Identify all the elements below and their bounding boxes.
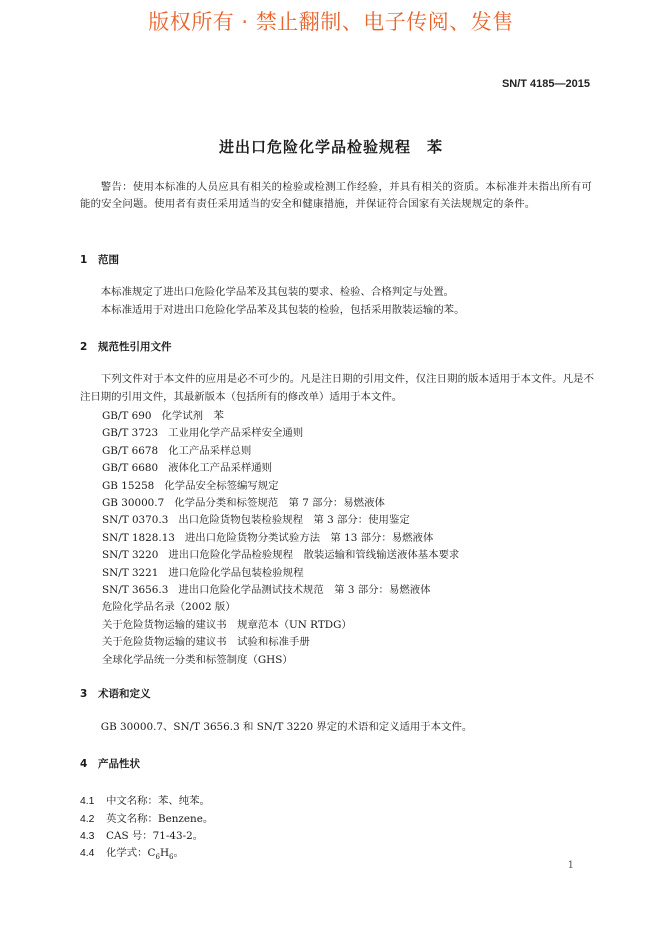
reference-item [102,511,410,526]
reference-code: GB 30000.7 [102,497,165,509]
section-2-heading [80,339,172,354]
reference-title: 进出口危险化学品检验规程 散装运输和管线输送液体基本要求 [168,549,460,562]
reference-item [102,459,272,474]
scope-paragraph-1: 本标准规定了进出口危险化学品苯及其包装的要求、检验、合格判定与处置。 [100,286,455,298]
property-item [80,844,184,861]
reference-code: SN/T 0370.3 [102,514,169,527]
reference-code: GB/T 6678 [102,444,159,457]
property-number: 4.3 [80,831,95,842]
reference-code: SN/T 3221 [102,566,159,579]
subscript: 6 [169,853,174,862]
reference-code: GB/T 690 [102,410,152,422]
section-title: 范围 [98,254,119,266]
reference-title: 化学试剂 苯 [161,410,224,422]
property-text: 。 [173,847,184,859]
reference-item [102,407,224,422]
reference-item [102,546,459,561]
reference-item [102,564,303,579]
document-title: 进出口危险化学品检验规程 苯 [218,138,443,156]
standard-number: SN/T 4185—2015 [501,78,590,90]
section-4-heading [80,756,140,771]
property-number: 4.2 [80,814,95,825]
reference-code: GB 15258 [102,479,155,492]
scope-paragraph-2: 本标准适用于对进出口危险化学品苯及其包装的检验，包括采用散装运输的苯。 [100,304,465,316]
property-text: 英文名称：Benzene。 [106,813,214,825]
section-number: 2 [80,341,88,353]
property-item [80,792,210,807]
section-title: 产品性状 [98,758,140,770]
reference-title: 液体化工产品采样通则 [168,462,273,475]
section-number: 3 [80,688,88,700]
reference-title: 工业用化学产品采样安全通则 [168,427,304,440]
reference-item [102,424,303,439]
reference-code: GB/T 6680 [102,462,159,475]
reference-title: 化学品分类和标签规范 第 7 部分：易燃液体 [174,497,385,509]
warning-paragraph: 警告：使用本标准的人员应具有相关的检验或检测工作经验，并具有相关的资质。本标准并未指出所有可能的安全问题。使用者有责任采用适当的安全和健康措施，并保证符合国家有关法规规定的条件。 [80,181,592,210]
property-text: 化学式：C [106,847,156,859]
reference-title: 进口危险化学品包装检验规程 [168,566,304,579]
reference-item [102,598,236,613]
property-item [80,810,213,825]
property-text: H [159,847,170,859]
reference-item [102,633,310,648]
reference-item [102,651,293,666]
reference-title: 进出口危险化学品测试技术规范 第 3 部分：易燃液体 [178,584,431,596]
normative-intro: 下列文件对于本文件的应用是必不可少的。凡是注日期的引用文件，仅注日期的版本适用于本文件。凡是不注日期的引用文件，其最新版本（包括所有的修改单）适用于本文件。 [80,373,594,403]
reference-code: SN/T 3220 [102,549,159,562]
property-text: 中文名称：苯、纯苯。 [106,795,210,807]
reference-title: 全球化学品统一分类和标签制度（GHS） [102,653,293,666]
property-item [80,827,203,842]
reference-title: 关于危险货物运输的建议书 试验和标准手册 [102,636,310,649]
reference-code: GB/T 3723 [102,427,159,440]
reference-item [102,581,431,596]
section-number: 4 [80,758,88,770]
section-number: 1 [80,254,88,266]
property-number: 4.4 [80,848,95,859]
reference-item [102,529,433,544]
reference-item [102,477,279,492]
section-3-heading [80,686,151,701]
reference-item [102,442,251,457]
property-text: CAS 号：71-43-2。 [106,830,204,842]
reference-item [102,616,352,631]
reference-code: SN/T 3656.3 [102,584,169,596]
reference-title: 化学品安全标签编写规定 [164,479,279,492]
property-number: 4.1 [80,796,95,807]
reference-item [102,494,385,509]
page-number: 1 [567,860,574,871]
reference-title: 危险化学品名录（2002 版） [102,601,236,614]
terms-paragraph: GB 30000.7、SN/T 3656.3 和 SN/T 3220 界定的术语和定义适用于本文件。 [100,721,473,733]
section-title: 术语和定义 [98,688,151,700]
section-1-heading [80,252,119,267]
reference-code: SN/T 1828.13 [102,531,175,544]
reference-title: 化工产品采样总则 [168,444,252,457]
reference-title: 关于危险货物运输的建议书 规章范本（UN RTDG） [102,618,352,631]
section-title: 规范性引用文件 [98,341,172,353]
reference-title: 出口危险货物包装检验规程 第 3 部分：使用鉴定 [178,514,410,527]
subscript: 6 [155,853,160,862]
reference-title: 进出口危险货物分类试验方法 第 13 部分：易燃液体 [184,531,434,544]
watermark: 版权所有 · 禁止翻制、电子传阅、发售 [148,10,514,34]
